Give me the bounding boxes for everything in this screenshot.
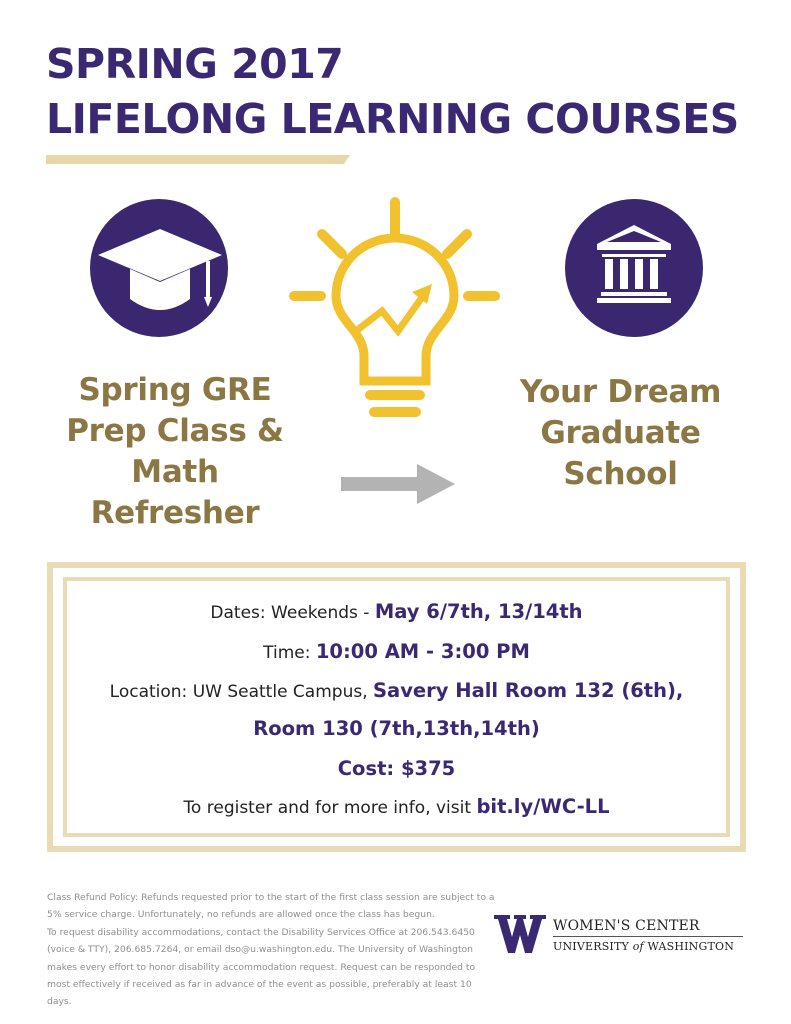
- logo-divider: [553, 936, 743, 937]
- uw-w-logo: [494, 915, 546, 953]
- university-label-of: of: [632, 940, 644, 953]
- location-line-2: [47, 717, 746, 740]
- cost-line: [47, 757, 746, 780]
- university-label-c: WASHINGTON: [643, 940, 735, 953]
- gre-prep-heading: [40, 370, 310, 534]
- university-label: [553, 940, 734, 953]
- location-label: Location: UW Seattle Campus,: [109, 682, 374, 702]
- university-label-a: UNIVERSITY: [553, 940, 633, 953]
- graduation-cap-icon: [90, 199, 228, 337]
- register-link[interactable]: bit.ly/WC-LL: [476, 795, 610, 818]
- dates-line: [47, 600, 746, 623]
- gre-heading-line-3: Math: [131, 454, 219, 490]
- policy-text: [47, 889, 495, 1011]
- dates-label: Dates: Weekends -: [210, 603, 375, 623]
- refund-policy: Class Refund Policy: Refunds requested prior to the start of the first class session are subject to a 5% service charge. Unfortunately, no refunds are allowed once the class has begun.: [47, 892, 495, 921]
- location-value: Savery Hall Room 132 (6th),: [373, 679, 684, 702]
- time-value: 10:00 AM - 3:00 PM: [315, 640, 530, 663]
- register-line: [47, 795, 746, 818]
- lightbulb-growth-icon: [286, 196, 502, 436]
- university-building-icon: [565, 199, 703, 337]
- dream-heading-line-1: Your Dream: [519, 374, 722, 410]
- title-line-2: LIFELONG LEARNING COURSES: [46, 95, 739, 143]
- dream-heading-line-3: School: [563, 456, 678, 492]
- register-label: To register and for more info, visit: [183, 798, 477, 818]
- womens-center-label: WOMEN'S CENTER: [553, 918, 700, 934]
- dream-school-heading: [488, 372, 753, 495]
- gre-heading-line-2: Prep Class &: [66, 413, 284, 449]
- time-label: Time:: [263, 643, 316, 663]
- cost-value: Cost: $375: [337, 757, 456, 780]
- time-line: [47, 640, 746, 663]
- gre-heading-line-4: Refresher: [90, 495, 260, 531]
- dream-heading-line-2: Graduate: [540, 415, 701, 451]
- dates-value: May 6/7th, 13/14th: [374, 600, 583, 623]
- disability-policy: To request disability accommodations, contact the Disability Services Office at 206.543.6450 (voice & TTY), 206.685.7264, or email dso@u.washington.edu. The University of Washington makes every effort to honor disability accommodation request. Request can be responded to most effectively if received as far in advance of the event as possible, preferably at least 10 days.: [47, 926, 476, 1008]
- location-value-2: Room 130 (7th,13th,14th): [253, 717, 540, 740]
- gre-heading-line-1: Spring GRE: [78, 372, 272, 408]
- title-underline: [46, 155, 350, 164]
- title-line-1: SPRING 2017: [46, 40, 344, 88]
- right-arrow-icon: [341, 462, 456, 506]
- location-line: [47, 679, 746, 702]
